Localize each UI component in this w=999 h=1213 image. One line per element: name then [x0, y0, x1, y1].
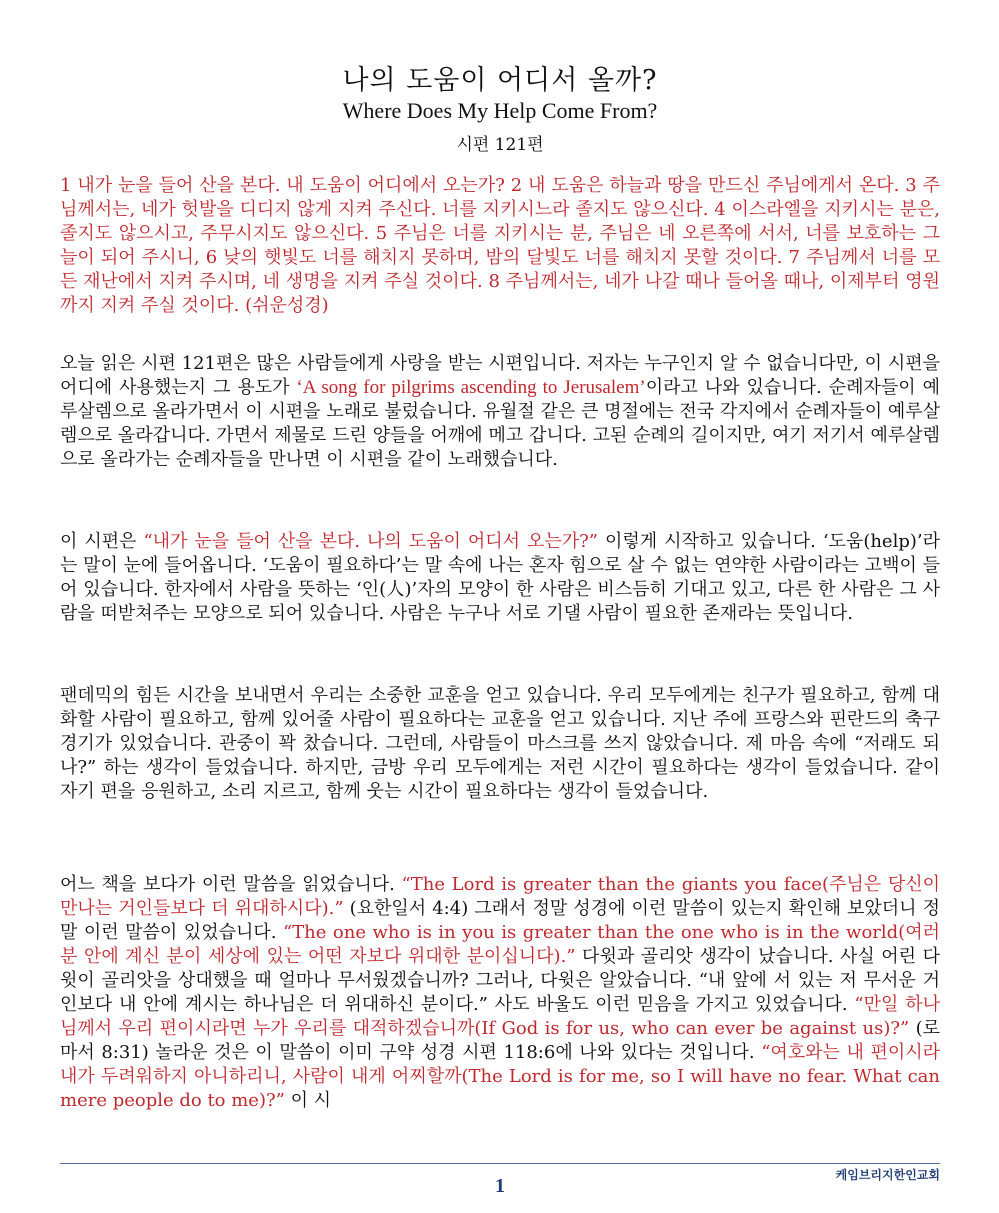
paragraph-4-quote-3: “만일 하나님께서 우리 편이시라면 누가 우리를 대적하겠습니까(If God is for us, who can ever be against us)?”: [60, 994, 940, 1039]
paragraph-2-quote: “내가 눈을 들어 산을 본다. 나의 도움이 어디서 오는가?”: [143, 531, 599, 552]
paragraph-4-quote-4: “여호와는 내 편이시라 내가 두려워하지 아니하리니, 사람이 내게 어찌할까(The Lord is for me, so I will have no fear. What can mere people do to me)?”: [60, 1042, 941, 1111]
paragraph-1-text-a: 오늘 읽은 시편 121편은 많은 사람들에게 사랑을 받는 시편입니다. 저자는 누구인지 알 수 없습니다만, 이 시편을 어디에 사용했는지 그 용도가: [60, 353, 940, 398]
paragraph-2: [60, 530, 940, 626]
paragraph-4-text-a: 어느 책을 보다가 이런 말씀을 읽었습니다.: [60, 874, 402, 895]
paragraph-2-text-a: 이 시편은: [60, 531, 144, 552]
document-page: [60, 0, 940, 1213]
paragraph-4-quote-1: “The Lord is greater than the giants you face(주님은 당신이 만나는 거인들보다 더 위대하시다).”: [60, 874, 940, 919]
paragraph-3: 팬데믹의 힘든 시간을 보내면서 우리는 소중한 교훈을 얻고 있습니다. 우리 모두에게는 친구가 필요하고, 함께 대화할 사람이 필요하고, 함께 있어줄 사람이 필요하다는 교훈을 얻고 있습니다. 지난 주에 프랑스와 핀란드의 축구 경기가 있었습니다. 관중이 꽉 찼습니다. 그런데, 사람들이 마스크를 쓰지 않았습니다. 제 마음 속에 “저래도 되나?” 하는 생각이 들었습니다. 하지만, 금방 우리 모두에게는 저런 시간이 필요하다는 생각이 들었습니다. 같이 자기 편을 응원하고, 소리 지르고, 함께 웃는 시간이 필요하다는 생각이 들었습니다.: [60, 685, 940, 802]
page-number: 1: [495, 1175, 505, 1197]
paragraph-4-quote-2: “The one who is in you is greater than the one who is in the world(여러분 안에 계신 분이 세상에 있는 어떤 자보다 위대한 분이십니다).”: [60, 922, 940, 967]
sermon-subtitle-english: Where Does My Help Come From?: [342, 98, 658, 123]
scripture-passage: 1 내가 눈을 들어 산을 본다. 내 도움이 어디에서 오는가? 2 내 도움은 하늘과 땅을 만드신 주님에게서 온다. 3 주님께서는, 네가 헛발을 디디지 않게 지켜 주신다. 너를 지키시느라 졸지도 않으신다. 4 이스라엘을 지키시는 분은, 졸지도 않으시고, 주무시지도 않으신다. 5 주님은 너를 지키시는 분, 주님은 네 오른쪽에 서서, 너를 보호하는 그늘이 되어 주시니, 6 낮의 햇빛도 너를 해치지 못하며, 밤의 달빛도 너를 해치지 못할 것이다. 7 주님께서 너를 모든 재난에서 지켜 주시며, 네 생명을 지켜 주실 것이다. 8 주님께서는, 네가 나갈 때나 들어올 때나, 이제부터 영원까지 지켜 주실 것이다. (쉬운성경): [60, 175, 940, 316]
paragraph-1-quote: ‘A song for pilgrims ascending to Jerusalem’: [296, 377, 646, 398]
sermon-title: 나의 도움이 어디서 올까?: [342, 65, 658, 96]
paragraph-2-text-c: 이렇게 시작하고 있습니다. ‘도움(help)’라는 말이 눈에 들어옵니다. ‘도움이 필요하다’는 말 속에 나는 혼자 힘으로 살 수 없는 연약한 사람이라는 고백이 들어 있습니다. 한자에서 사람을 뜻하는 ‘인(人)’자의 모양이 한 사람은 비스듬히 기대고 있고, 다른 한 사람은 그 사람을 떠받쳐주는 모양으로 되어 있습니다. 사람은 누구나 서로 기댈 사람이 필요한 존재라는 뜻입니다.: [60, 531, 940, 624]
paragraph-4: [60, 873, 940, 1113]
church-name: 케임브리지한인교회: [835, 1168, 940, 1182]
scripture-reference: 시편 121편: [456, 135, 544, 155]
paragraph-1: [60, 352, 940, 472]
paragraph-1-text-c: 이라고 나와 있습니다. 순례자들이 예루살렘으로 올라가면서 이 시편을 노래로 불렀습니다. 유월절 같은 큰 명절에는 전국 각지에서 순례자들이 예루살렘으로 올라갑니다. 가면서 제물로 드린 양들을 어깨에 메고 갑니다. 고된 순례의 길이지만, 여기 저기서 예루살렘으로 올라가는 순례자들을 만나면 이 시편을 같이 노래했습니다.: [60, 377, 940, 470]
footer-divider: [60, 1163, 940, 1164]
paragraph-4-text-i: 이 시: [284, 1090, 332, 1111]
paragraph-4-text-c: (요한일서 4:4) 그래서 정말 성경에 이런 말씀이 있는지 확인해 보았더니 정말 이런 말씀이 있었습니다.: [60, 898, 940, 943]
paragraph-4-text-e: 다윗과 골리앗 생각이 났습니다. 사실 어린 다윗이 골리앗을 상대했을 때 얼마나 무서웠겠습니까? 그러나, 다윗은 알았습니다. “내 앞에 서 있는 저 무서운 거인보다 내 안에 계시는 하나님은 더 위대하신 분이다.” 사도 바울도 이런 믿음을 가지고 있었습니다.: [60, 946, 940, 1015]
paragraph-4-text-g: (로마서 8:31) 놀라운 것은 이 말씀이 이미 구약 성경 시편 118:6에 나와 있다는 것입니다.: [60, 1018, 940, 1063]
